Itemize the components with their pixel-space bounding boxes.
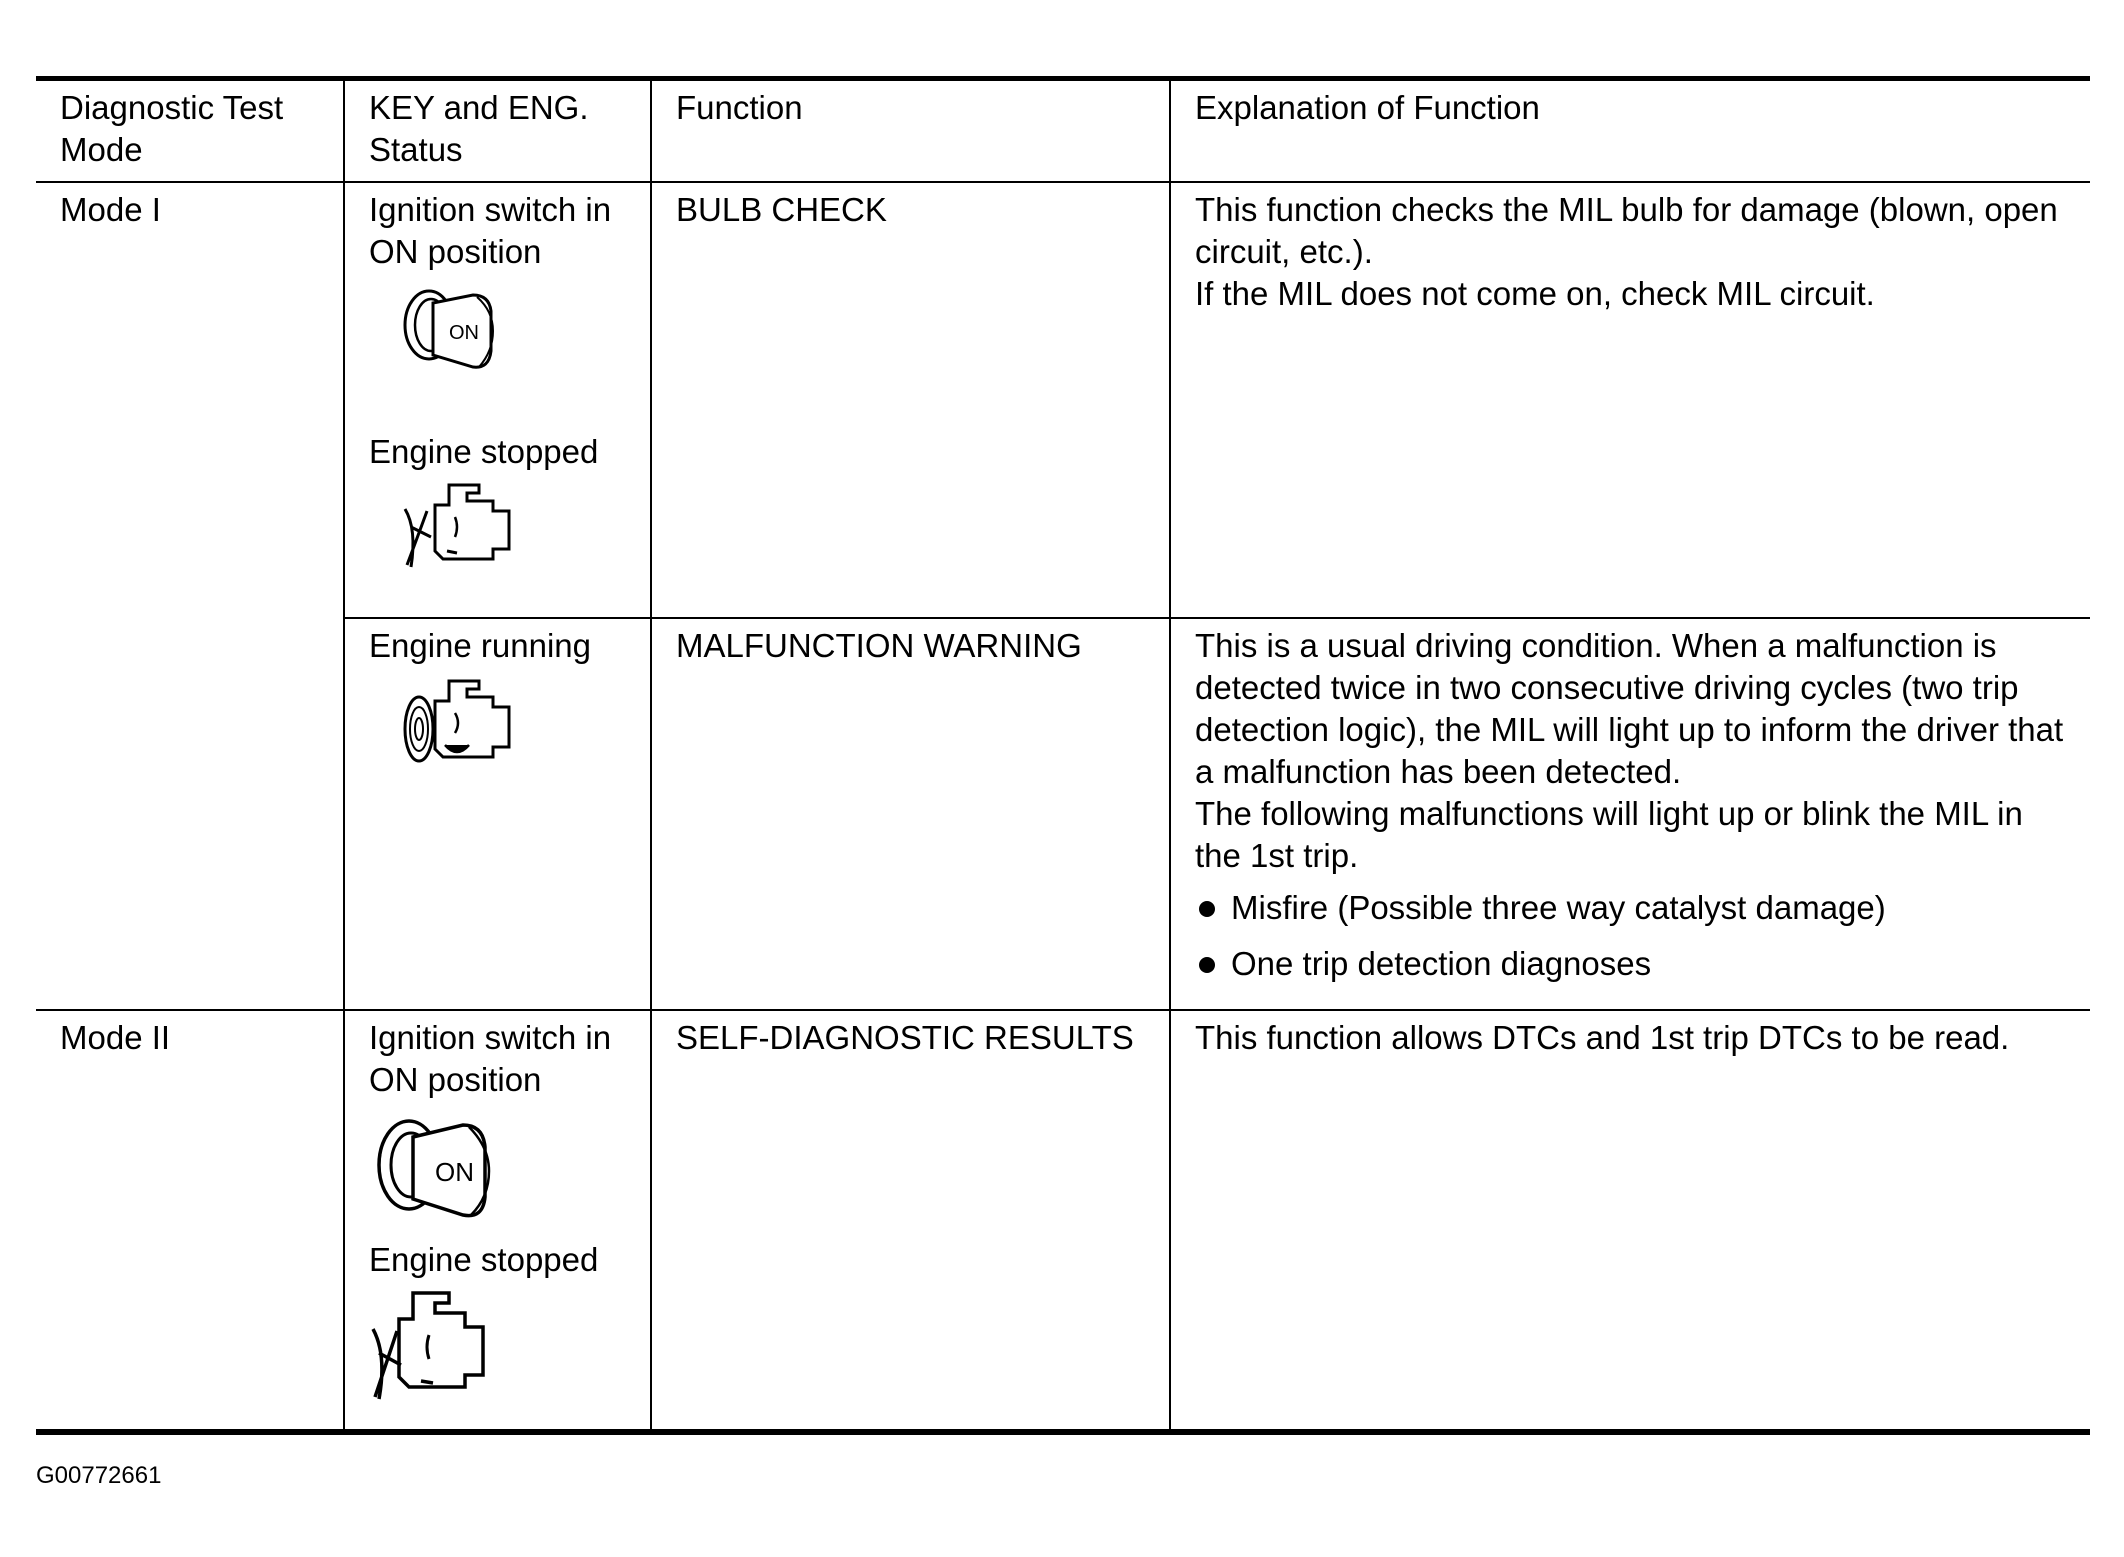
status-ignition-text: Ignition switch in ON position	[369, 191, 612, 270]
explanation-cell	[1170, 618, 2090, 1010]
explanation-text: If the MIL does not come on, check MIL circuit.	[1195, 275, 1875, 312]
table-row	[36, 1010, 2090, 1432]
explanation-cell	[1170, 1010, 2090, 1432]
malfunction-bullet-list	[1195, 887, 2066, 985]
explanation-text: This function checks the MIL bulb for damage (blown, open circuit, etc.).	[1195, 191, 2058, 270]
explanation-text: The following malfunctions will light up or blink the MIL in the 1st trip.	[1195, 795, 2023, 874]
status-ignition-text: Ignition switch in ON position	[369, 1019, 612, 1098]
function-text: SELF-DIAGNOSTIC RESULTS	[676, 1019, 1134, 1056]
diagnostic-mode-table	[36, 76, 2090, 1435]
status-engine-text: Engine running	[369, 627, 592, 664]
header-diagnostic-test-mode: Diagnostic Test Mode	[36, 79, 344, 183]
header-function: Function	[651, 79, 1170, 183]
key-on-label: ON	[449, 322, 479, 344]
status-cell	[344, 1010, 651, 1432]
engine-stopped-icon	[369, 1289, 499, 1409]
ignition-key-on-icon	[393, 281, 503, 381]
mode-label: Mode II	[60, 1019, 171, 1056]
engine-running-icon	[397, 675, 527, 775]
figure-code: G00772661	[36, 1462, 162, 1489]
function-cell	[651, 182, 1170, 618]
explanation-cell	[1170, 182, 2090, 618]
mode-cell	[36, 182, 344, 1010]
function-text: MALFUNCTION WARNING	[676, 627, 1082, 664]
status-cell	[344, 182, 651, 618]
engine-stopped-icon	[397, 481, 527, 576]
table-row	[36, 618, 2090, 1010]
status-cell	[344, 618, 651, 1010]
header-explanation: Explanation of Function	[1170, 79, 2090, 183]
ignition-key-on-icon	[369, 1109, 499, 1229]
header-key-eng-status: KEY and ENG. Status	[344, 79, 651, 183]
mode-cell	[36, 1010, 344, 1432]
function-cell	[651, 618, 1170, 1010]
status-engine-text: Engine stopped	[369, 433, 599, 470]
status-engine-text: Engine stopped	[369, 1241, 599, 1278]
mode-label: Mode I	[60, 191, 161, 228]
list-item: One trip detection diagnoses	[1195, 943, 2066, 985]
key-on-label: ON	[435, 1157, 474, 1187]
table-header-row	[36, 79, 2090, 183]
explanation-text: This is a usual driving condition. When a malfunction is detected twice in two consecutive driving cycles (two trip detection logic), the MIL will light up to inform the driver that a malfunction has been detected.	[1195, 627, 2064, 790]
function-text: BULB CHECK	[676, 191, 887, 228]
function-cell	[651, 1010, 1170, 1432]
table-row	[36, 182, 2090, 618]
explanation-text: This function allows DTCs and 1st trip DTCs to be read.	[1195, 1019, 2010, 1056]
list-item: Misfire (Possible three way catalyst damage)	[1195, 887, 2066, 929]
